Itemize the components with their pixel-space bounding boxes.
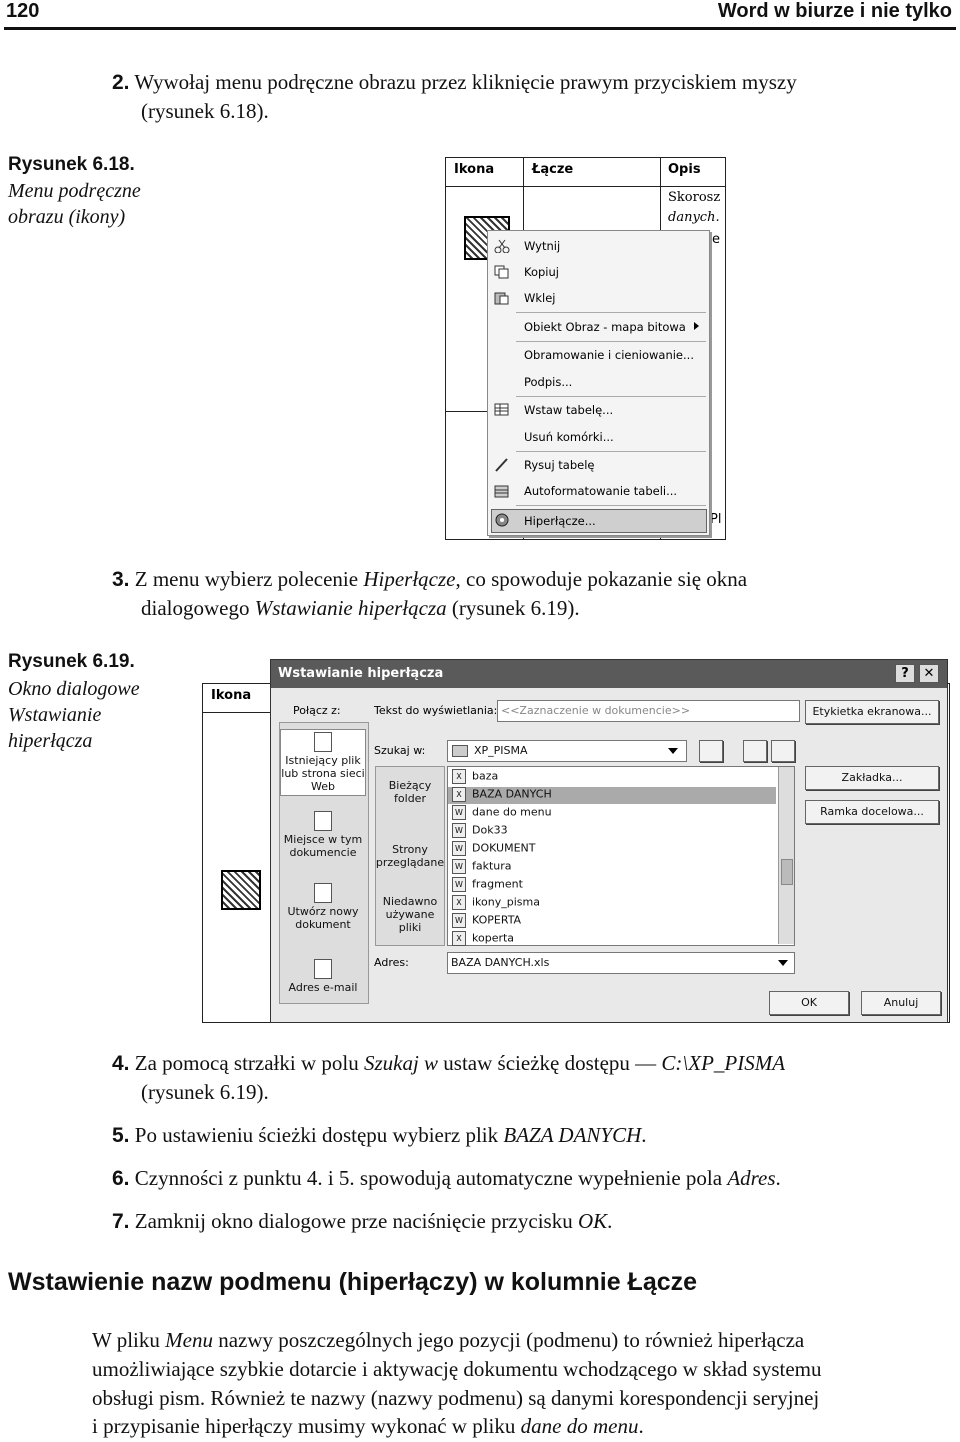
book-title: Word w biurze i nie tylko [717, 0, 952, 22]
address-label: Adres: [374, 956, 409, 969]
section-heading: Wstawienie nazw podmenu (hiperłączy) w kolumnie Łącze [8, 1268, 698, 1296]
nav-place-in-document[interactable]: Miejsce w tym dokumencie [280, 811, 366, 859]
file-item-selected[interactable]: X BAZA DANYCH [452, 787, 552, 804]
insert-hyperlink-dialog [270, 659, 948, 1023]
fig18-caption-number: Rysunek 6.18. [8, 154, 135, 175]
step-3: 3. Z menu wybierz polecenie Hiperłącze, co spowoduje pokazanie się okna [112, 567, 748, 591]
chevron-down-icon [668, 748, 678, 754]
menu-item-autoformat[interactable]: Autoformatowanie tabeli... [524, 484, 678, 498]
file-item[interactable]: X ikony_pisma [452, 895, 540, 912]
file-item[interactable]: W KOPERTA [452, 913, 521, 930]
menu-item-borders[interactable]: Obramowanie i cieniowanie... [524, 348, 694, 362]
look-in-label: Szukaj w: [374, 744, 426, 757]
file-item[interactable]: W dane do menu [452, 805, 552, 822]
menu-item-hyperlink[interactable]: Hiperłącze... [524, 514, 596, 528]
file-item[interactable]: X baza [452, 769, 498, 786]
search-web-icon[interactable] [743, 740, 767, 762]
menu-item-object[interactable]: Obiekt Obraz - mapa bitowa [524, 320, 686, 334]
file-item[interactable]: X koperta [452, 931, 514, 948]
nav-current-folder[interactable]: Bieżący folder [388, 779, 432, 805]
dialog-titlebar [271, 660, 947, 688]
column-opis: Opis [668, 162, 701, 177]
fig18-caption-line2: obrazu (ikony) [8, 206, 126, 228]
step-4: 4. Za pomocą strzałki w polu Szukaj w ustaw ścieżkę dostępu — C:\XP_PISMA [112, 1051, 786, 1075]
browse-panel [375, 766, 445, 946]
paragraph-line-2: umożliwiające szybkie dotarcie i aktywację dokumentu wchodzącego w skład systemu [92, 1357, 822, 1381]
folder-icon [452, 745, 468, 757]
paragraph-line-3: obsługi pism. Również te nazwy (nazwy podmenu) są danymi korespondencji seryjnej [92, 1386, 820, 1410]
pencil-icon [494, 458, 510, 472]
paste-icon [494, 291, 510, 305]
chevron-down-icon [778, 960, 788, 966]
menu-item-insert-table[interactable]: Wstaw tabelę... [524, 403, 614, 417]
step-2: 2. Wywołaj menu podręczne obrazu przez kliknięcie prawym przyciskiem myszy [112, 70, 797, 94]
target-frame-button[interactable]: Ramka docelowa... [805, 800, 939, 824]
file-list [447, 766, 795, 946]
link-to-panel [279, 722, 369, 1004]
menu-item-copy[interactable]: Kopiuj [524, 265, 559, 279]
existing-file-icon [314, 732, 332, 752]
opis-text-2: danych. [668, 210, 720, 225]
dialog-title: Wstawianie hiperłącza [278, 666, 444, 681]
header-rule [4, 27, 956, 30]
menu-item-caption[interactable]: Podpis... [524, 375, 573, 389]
nav-existing-file[interactable]: Istniejący plik lub strona sieci Web [280, 729, 366, 796]
page-number: 120 [6, 0, 40, 22]
cancel-button[interactable]: Anuluj [861, 991, 941, 1015]
display-text-label: Tekst do wyświetlania: [374, 704, 498, 717]
file-list-scrollbar[interactable] [778, 767, 794, 944]
hyperlink-icon [494, 513, 510, 527]
nav-recent-files[interactable]: Niedawno używane pliki [382, 895, 438, 934]
step-2-cont: (rysunek 6.18). [141, 99, 269, 123]
submenu-arrow-icon [694, 322, 699, 330]
up-folder-icon[interactable] [699, 740, 723, 762]
step-3-cont: dialogowego Wstawianie hiperłącza (rysunek 6.19). [141, 596, 580, 620]
menu-item-draw-table[interactable]: Rysuj tabelę [524, 458, 595, 472]
fig19-caption-line1: Okno dialogowe [8, 678, 140, 700]
nav-email-address[interactable]: Adres e-mail [280, 959, 366, 994]
new-document-icon [314, 883, 332, 903]
opis-text-1: Skorosz [668, 190, 721, 205]
close-button[interactable]: ✕ [919, 664, 939, 683]
autoformat-icon [494, 484, 510, 498]
bookmark-button[interactable]: Zakładka... [805, 766, 939, 790]
fig19-caption-line2: Wstawianie [8, 704, 102, 726]
place-in-document-icon [314, 811, 332, 831]
help-button[interactable]: ? [895, 664, 915, 683]
opis-text-tail: Pl [710, 512, 722, 527]
column-lacze: Łącze [532, 162, 574, 177]
file-item[interactable]: W Dok33 [452, 823, 508, 840]
fig18-caption-line1: Menu podręczne [8, 180, 141, 202]
insert-table-icon [494, 403, 510, 417]
nav-create-new-document[interactable]: Utwórz nowy dokument [280, 883, 366, 931]
paragraph-line-1: W pliku Menu nazwy poszczególnych jego pozycji (podmenu) to również hiperłącza [92, 1328, 805, 1352]
menu-item-delete-cells[interactable]: Usuń komórki... [524, 430, 614, 444]
display-text-input[interactable]: <<Zaznaczenie w dokumencie>> [497, 700, 800, 722]
look-in-dropdown[interactable]: XP_PISMA [447, 740, 687, 762]
nav-browsed-pages[interactable]: Strony przeglądane [375, 843, 445, 869]
bg-column-ikona: Ikona [211, 688, 252, 703]
address-input[interactable]: BAZA DANYCH.xls [447, 952, 795, 974]
step-4-cont: (rysunek 6.19). [141, 1080, 269, 1104]
screen-tip-button[interactable]: Etykietka ekranowa... [805, 700, 939, 724]
fig19-caption-number: Rysunek 6.19. [8, 651, 135, 672]
copy-icon [494, 265, 510, 279]
paragraph-line-4: i przypisanie hiperłączy musimy wykonać w pliku dane do menu. [92, 1414, 644, 1438]
context-menu [487, 230, 710, 536]
menu-item-cut[interactable]: Wytnij [524, 239, 561, 253]
file-item[interactable]: W DOKUMENT [452, 841, 536, 858]
fig19-caption-line3: hiperłącza [8, 730, 93, 752]
scissors-icon [494, 239, 510, 253]
email-icon [314, 959, 332, 979]
step-6: 6. Czynności z punktu 4. i 5. spowodują automatyczne wypełnienie pola Adres. [112, 1166, 781, 1190]
link-to-label: Połącz z: [293, 704, 341, 717]
file-item[interactable]: W faktura [452, 859, 512, 876]
browse-file-icon[interactable] [771, 740, 795, 762]
step-5: 5. Po ustawieniu ścieżki dostępu wybierz plik BAZA DANYCH. [112, 1123, 647, 1147]
step-7: 7. Zamknij okno dialogowe prze naciśnięcie przycisku OK. [112, 1209, 613, 1233]
file-item[interactable]: W fragment [452, 877, 523, 894]
opis-text-3: e [712, 232, 720, 247]
column-ikona: Ikona [454, 162, 495, 177]
menu-item-paste[interactable]: Wklej [524, 291, 556, 305]
ok-button[interactable]: OK [769, 991, 849, 1015]
bg-image-icon [221, 870, 261, 910]
